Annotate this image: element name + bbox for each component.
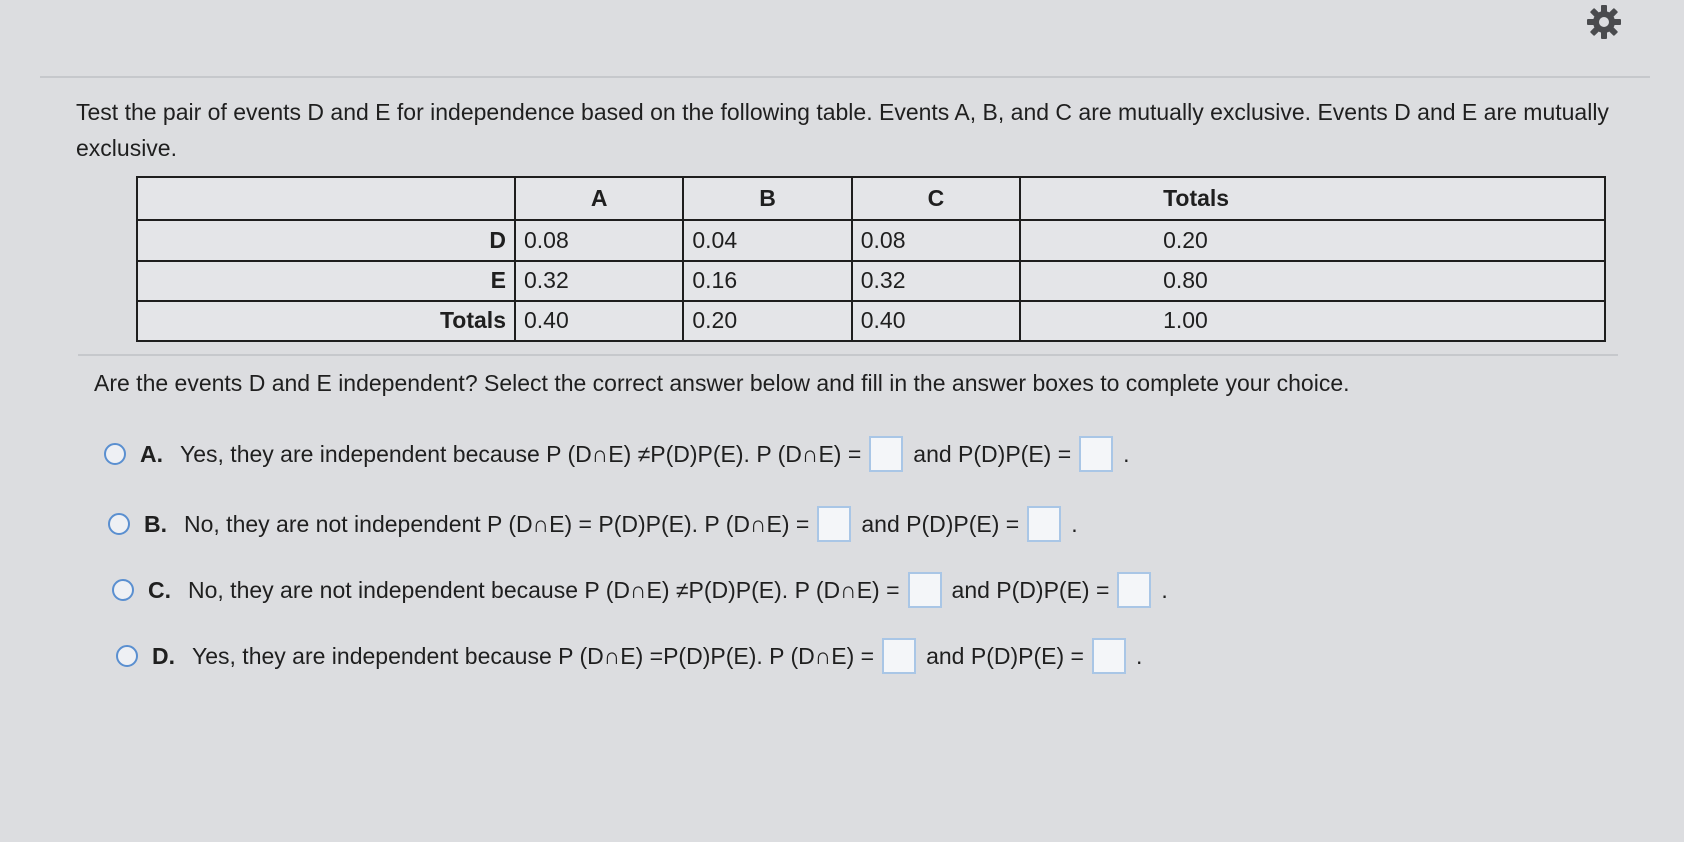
table-cell: 0.40 bbox=[515, 301, 683, 341]
column-header-a: A bbox=[515, 177, 683, 220]
option-text: Yes, they are independent because P (D∩E) ≠P(D)P(E). P (D∩E) = bbox=[180, 440, 862, 467]
table-cell-total: 0.80 bbox=[1020, 261, 1605, 301]
table-cell: 0.20 bbox=[683, 301, 851, 341]
option-period: . bbox=[1123, 440, 1130, 467]
table-corner-cell bbox=[137, 177, 515, 220]
column-header-totals: Totals bbox=[1020, 177, 1605, 220]
table-cell-total: 1.00 bbox=[1020, 301, 1605, 341]
option-text: No, they are not independent because P (D∩E) ≠P(D)P(E). P (D∩E) = bbox=[188, 576, 900, 603]
option-b[interactable] bbox=[108, 506, 1078, 542]
table-cell: 0.08 bbox=[515, 220, 683, 260]
option-letter: B. bbox=[144, 510, 167, 537]
radio-button-icon[interactable] bbox=[112, 579, 134, 601]
radio-button-icon[interactable] bbox=[104, 443, 126, 465]
answer-box-p-d-and-e[interactable] bbox=[882, 638, 916, 674]
option-d[interactable] bbox=[116, 638, 1142, 674]
answer-box-p-d-times-p-e[interactable] bbox=[1092, 638, 1126, 674]
table-row bbox=[137, 220, 1605, 260]
option-period: . bbox=[1135, 642, 1143, 669]
table-row bbox=[137, 301, 1605, 341]
column-header-b: B bbox=[683, 177, 851, 220]
answer-box-p-d-and-e[interactable] bbox=[908, 572, 942, 608]
row-label-e: E bbox=[137, 261, 515, 301]
table-row bbox=[137, 261, 1605, 301]
option-period: . bbox=[1161, 576, 1168, 603]
option-and-text: and P(D)P(E) = bbox=[951, 576, 1110, 603]
table-cell: 0.04 bbox=[683, 220, 851, 260]
option-letter: A. bbox=[140, 440, 163, 467]
answer-box-p-d-times-p-e[interactable] bbox=[1079, 436, 1113, 472]
table-cell: 0.16 bbox=[683, 261, 851, 301]
table-cell: 0.08 bbox=[852, 220, 1020, 260]
option-c[interactable] bbox=[112, 572, 1168, 608]
option-text: Yes, they are independent because P (D∩E) =P(D)P(E). P (D∩E) = bbox=[192, 642, 875, 669]
instruction-text: Are the events D and E independent? Select the correct answer below and fill in the answer boxes to complete your choice. bbox=[94, 370, 1350, 396]
option-and-text: and P(D)P(E) = bbox=[861, 510, 1020, 537]
gear-icon[interactable] bbox=[1586, 4, 1622, 40]
option-letter: C. bbox=[148, 576, 171, 603]
option-period: . bbox=[1071, 510, 1078, 537]
table-header-row bbox=[137, 177, 1605, 220]
table-cell: 0.32 bbox=[852, 261, 1020, 301]
radio-button-icon[interactable] bbox=[108, 513, 130, 535]
question-text: Test the pair of events D and E for independence based on the following table. Events A, B, and C are mutually exclusive. Events D and E are mutually exclusive. bbox=[76, 99, 1609, 161]
radio-button-icon[interactable] bbox=[116, 645, 138, 667]
column-header-c: C bbox=[852, 177, 1020, 220]
answer-box-p-d-and-e[interactable] bbox=[817, 506, 851, 542]
table-cell: 0.40 bbox=[852, 301, 1020, 341]
option-letter: D. bbox=[152, 642, 175, 669]
probability-table bbox=[136, 176, 1606, 342]
option-and-text: and P(D)P(E) = bbox=[913, 440, 1072, 467]
option-and-text: and P(D)P(E) = bbox=[926, 642, 1084, 669]
row-label-d: D bbox=[137, 220, 515, 260]
answer-box-p-d-times-p-e[interactable] bbox=[1117, 572, 1151, 608]
divider-middle bbox=[78, 354, 1618, 356]
option-text: No, they are not independent P (D∩E) = P(D)P(E). P (D∩E) = bbox=[184, 510, 810, 537]
answer-box-p-d-times-p-e[interactable] bbox=[1027, 506, 1061, 542]
row-label-totals: Totals bbox=[137, 301, 515, 341]
answer-box-p-d-and-e[interactable] bbox=[869, 436, 903, 472]
divider-top bbox=[40, 76, 1650, 78]
table-cell-total: 0.20 bbox=[1020, 220, 1605, 260]
table-cell: 0.32 bbox=[515, 261, 683, 301]
option-a[interactable] bbox=[104, 436, 1130, 472]
